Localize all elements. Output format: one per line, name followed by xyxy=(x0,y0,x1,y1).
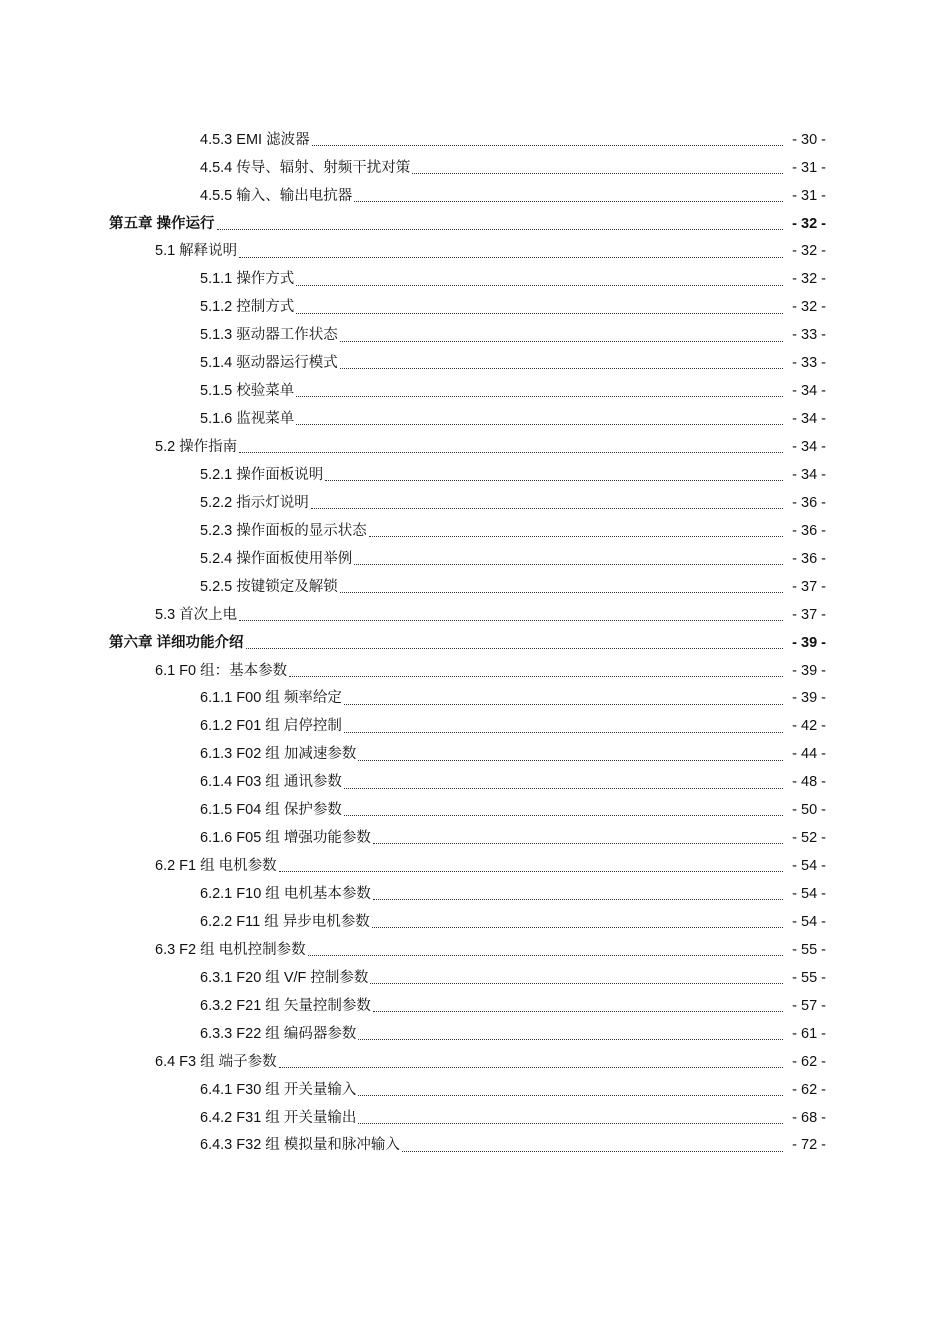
toc-page-number: - 62 - xyxy=(792,1081,826,1098)
toc-page-number: - 39 - xyxy=(792,634,826,651)
toc-page-number: - 36 - xyxy=(792,494,826,511)
toc-dot-leader xyxy=(344,814,783,816)
toc-dot-leader xyxy=(289,675,783,677)
toc-subsection-entry[interactable] xyxy=(0,154,950,182)
toc-dot-leader xyxy=(296,284,783,286)
toc-dot-leader xyxy=(372,926,783,928)
toc-entry-label: 5.1.3 驱动器工作状态 xyxy=(200,327,338,344)
toc-page-number: - 39 - xyxy=(792,662,826,679)
toc-section-entry[interactable] xyxy=(0,433,950,461)
toc-entry-label: 6.4.2 F31 组 开关量输出 xyxy=(200,1109,357,1126)
toc-entry-label: 5.1.2 控制方式 xyxy=(200,299,295,316)
toc-entry-label: 6.1.3 F02 组 加减速参数 xyxy=(200,746,357,763)
toc-page-number: - 36 - xyxy=(792,522,826,539)
toc-dot-leader xyxy=(311,507,783,509)
toc-dot-leader xyxy=(354,200,783,202)
toc-entry-label: 5.2 操作指南 xyxy=(155,439,238,456)
toc-dot-leader xyxy=(344,787,783,789)
toc-subsection-entry[interactable] xyxy=(0,461,950,489)
toc-entry-label: 4.5.3 EMI 滤波器 xyxy=(200,131,310,148)
toc-entry-label: 4.5.5 输入、输出电抗器 xyxy=(200,187,353,204)
toc-page-number: - 72 - xyxy=(792,1137,826,1154)
toc-entry-label: 第五章 操作运行 xyxy=(109,215,215,232)
toc-subsection-entry[interactable] xyxy=(0,405,950,433)
toc-entry-label: 6.2.1 F10 组 电机基本参数 xyxy=(200,886,371,903)
toc-subsection-entry[interactable] xyxy=(0,182,950,210)
toc-entry-label: 5.1.6 监视菜单 xyxy=(200,411,295,428)
toc-entry-label: 5.1.5 校验菜单 xyxy=(200,383,295,400)
toc-page-number: - 44 - xyxy=(792,746,826,763)
toc-page-number: - 34 - xyxy=(792,411,826,428)
toc-dot-leader xyxy=(373,1010,783,1012)
toc-page-number: - 32 - xyxy=(792,243,826,260)
toc-subsection-entry[interactable] xyxy=(0,377,950,405)
toc-entry-label: 5.2.1 操作面板说明 xyxy=(200,466,324,483)
toc-subsection-entry[interactable] xyxy=(0,1104,950,1132)
toc-entry-label: 6.3.3 F22 组 编码器参数 xyxy=(200,1025,357,1042)
toc-page-number: - 34 - xyxy=(792,383,826,400)
toc-dot-leader xyxy=(340,340,783,342)
toc-dot-leader xyxy=(325,479,783,481)
toc-subsection-entry[interactable] xyxy=(0,126,950,154)
toc-entry-label: 6.3.1 F20 组 V/F 控制参数 xyxy=(200,969,369,986)
toc-dot-leader xyxy=(369,535,783,537)
toc-dot-leader xyxy=(373,898,783,900)
toc-subsection-entry[interactable] xyxy=(0,545,950,573)
toc-dot-leader xyxy=(279,1066,783,1068)
toc-dot-leader xyxy=(296,312,783,314)
toc-page-number: - 50 - xyxy=(792,802,826,819)
toc-page-number: - 39 - xyxy=(792,690,826,707)
toc-subsection-entry[interactable] xyxy=(0,294,950,322)
toc-dot-leader xyxy=(296,423,783,425)
toc-subsection-entry[interactable] xyxy=(0,322,950,350)
toc-dot-leader xyxy=(412,172,783,174)
toc-page-number: - 33 - xyxy=(792,327,826,344)
toc-page-number: - 30 - xyxy=(792,131,826,148)
toc-subsection-entry[interactable] xyxy=(0,880,950,908)
toc-subsection-entry[interactable] xyxy=(0,797,950,825)
toc-subsection-entry[interactable] xyxy=(0,964,950,992)
toc-entry-label: 5.1.4 驱动器运行模式 xyxy=(200,355,338,372)
toc-subsection-entry[interactable] xyxy=(0,713,950,741)
toc-dot-leader xyxy=(239,256,783,258)
toc-entry-label: 5.2.2 指示灯说明 xyxy=(200,494,309,511)
toc-entry-label: 5.1 解释说明 xyxy=(155,243,238,260)
toc-dot-leader xyxy=(308,954,783,956)
toc-entry-label: 5.2.4 操作面板使用举例 xyxy=(200,550,353,567)
toc-dot-leader xyxy=(358,1094,783,1096)
toc-subsection-entry[interactable] xyxy=(0,769,950,797)
toc-subsection-entry[interactable] xyxy=(0,908,950,936)
toc-list xyxy=(0,126,950,1160)
toc-dot-leader xyxy=(340,367,783,369)
toc-entry-label: 6.1.6 F05 组 增强功能参数 xyxy=(200,830,371,847)
toc-entry-label: 6.4.3 F32 组 模拟量和脉冲输入 xyxy=(200,1137,400,1154)
toc-page-number: - 61 - xyxy=(792,1025,826,1042)
toc-dot-leader xyxy=(217,228,783,230)
toc-dot-leader xyxy=(370,982,783,984)
toc-entry-label: 5.1.1 操作方式 xyxy=(200,271,295,288)
toc-page-number: - 32 - xyxy=(792,271,826,288)
toc-page-number: - 62 - xyxy=(792,1053,826,1070)
toc-dot-leader xyxy=(402,1150,783,1152)
toc-section-entry[interactable] xyxy=(0,1048,950,1076)
toc-page-number: - 42 - xyxy=(792,718,826,735)
toc-page-number: - 32 - xyxy=(792,299,826,316)
toc-subsection-entry[interactable] xyxy=(0,685,950,713)
toc-page-number: - 55 - xyxy=(792,941,826,958)
toc-page-number: - 54 - xyxy=(792,858,826,875)
toc-section-entry[interactable] xyxy=(0,936,950,964)
toc-entry-label: 5.2.3 操作面板的显示状态 xyxy=(200,522,367,539)
toc-dot-leader xyxy=(239,619,783,621)
toc-page-number: - 48 - xyxy=(792,774,826,791)
toc-page-number: - 34 - xyxy=(792,439,826,456)
toc-entry-label: 6.3 F2 组 电机控制参数 xyxy=(155,941,306,958)
toc-subsection-entry[interactable] xyxy=(0,517,950,545)
toc-subsection-entry[interactable] xyxy=(0,573,950,601)
toc-entry-label: 6.3.2 F21 组 矢量控制参数 xyxy=(200,997,371,1014)
toc-entry-label: 第六章 详细功能介绍 xyxy=(109,634,244,651)
toc-subsection-entry[interactable] xyxy=(0,992,950,1020)
toc-entry-label: 6.2.2 F11 组 异步电机参数 xyxy=(200,913,370,930)
toc-subsection-entry[interactable] xyxy=(0,824,950,852)
toc-page-number: - 37 - xyxy=(792,606,826,623)
toc-page-number: - 31 - xyxy=(792,159,826,176)
toc-dot-leader xyxy=(246,647,783,649)
toc-page-number: - 52 - xyxy=(792,830,826,847)
toc-entry-label: 6.4.1 F30 组 开关量输入 xyxy=(200,1081,357,1098)
toc-entry-label: 6.2 F1 组 电机参数 xyxy=(155,858,277,875)
toc-page-number: - 54 - xyxy=(792,913,826,930)
toc-entry-label: 4.5.4 传导、辐射、射频干扰对策 xyxy=(200,159,411,176)
toc-chapter-entry[interactable] xyxy=(0,210,950,238)
toc-page-number: - 31 - xyxy=(792,187,826,204)
toc-dot-leader xyxy=(340,591,783,593)
toc-dot-leader xyxy=(279,870,783,872)
toc-dot-leader xyxy=(344,703,783,705)
toc-entry-label: 6.1.5 F04 组 保护参数 xyxy=(200,802,342,819)
toc-section-entry[interactable] xyxy=(0,238,950,266)
toc-dot-leader xyxy=(239,451,783,453)
toc-page-number: - 57 - xyxy=(792,997,826,1014)
toc-section-entry[interactable] xyxy=(0,601,950,629)
toc-dot-leader xyxy=(373,842,783,844)
toc-entry-label: 6.1.4 F03 组 通讯参数 xyxy=(200,774,342,791)
toc-subsection-entry[interactable] xyxy=(0,1020,950,1048)
toc-section-entry[interactable] xyxy=(0,657,950,685)
toc-page-number: - 32 - xyxy=(792,215,826,232)
toc-subsection-entry[interactable] xyxy=(0,1132,950,1160)
toc-dot-leader xyxy=(358,1122,783,1124)
toc-chapter-entry[interactable] xyxy=(0,629,950,657)
toc-entry-label: 5.2.5 按键锁定及解锁 xyxy=(200,578,338,595)
toc-page-number: - 33 - xyxy=(792,355,826,372)
toc-subsection-entry[interactable] xyxy=(0,489,950,517)
toc-subsection-entry[interactable] xyxy=(0,741,950,769)
toc-page-number: - 55 - xyxy=(792,969,826,986)
toc-dot-leader xyxy=(358,759,783,761)
toc-entry-label: 6.4 F3 组 端子参数 xyxy=(155,1053,277,1070)
toc-dot-leader xyxy=(354,563,783,565)
toc-dot-leader xyxy=(296,395,783,397)
toc-page-number: - 37 - xyxy=(792,578,826,595)
toc-dot-leader xyxy=(344,731,783,733)
toc-page-number: - 68 - xyxy=(792,1109,826,1126)
toc-subsection-entry[interactable] xyxy=(0,266,950,294)
table-of-contents xyxy=(0,126,950,1160)
toc-entry-label: 6.1.1 F00 组 频率给定 xyxy=(200,690,342,707)
toc-page-number: - 36 - xyxy=(792,550,826,567)
toc-dot-leader xyxy=(312,144,783,146)
toc-entry-label: 6.1.2 F01 组 启停控制 xyxy=(200,718,342,735)
toc-subsection-entry[interactable] xyxy=(0,1076,950,1104)
toc-page-number: - 54 - xyxy=(792,886,826,903)
toc-entry-label: 6.1 F0 组：基本参数 xyxy=(155,662,288,679)
toc-entry-label: 5.3 首次上电 xyxy=(155,606,238,623)
toc-dot-leader xyxy=(358,1038,783,1040)
toc-section-entry[interactable] xyxy=(0,852,950,880)
toc-subsection-entry[interactable] xyxy=(0,350,950,378)
toc-page-number: - 34 - xyxy=(792,466,826,483)
